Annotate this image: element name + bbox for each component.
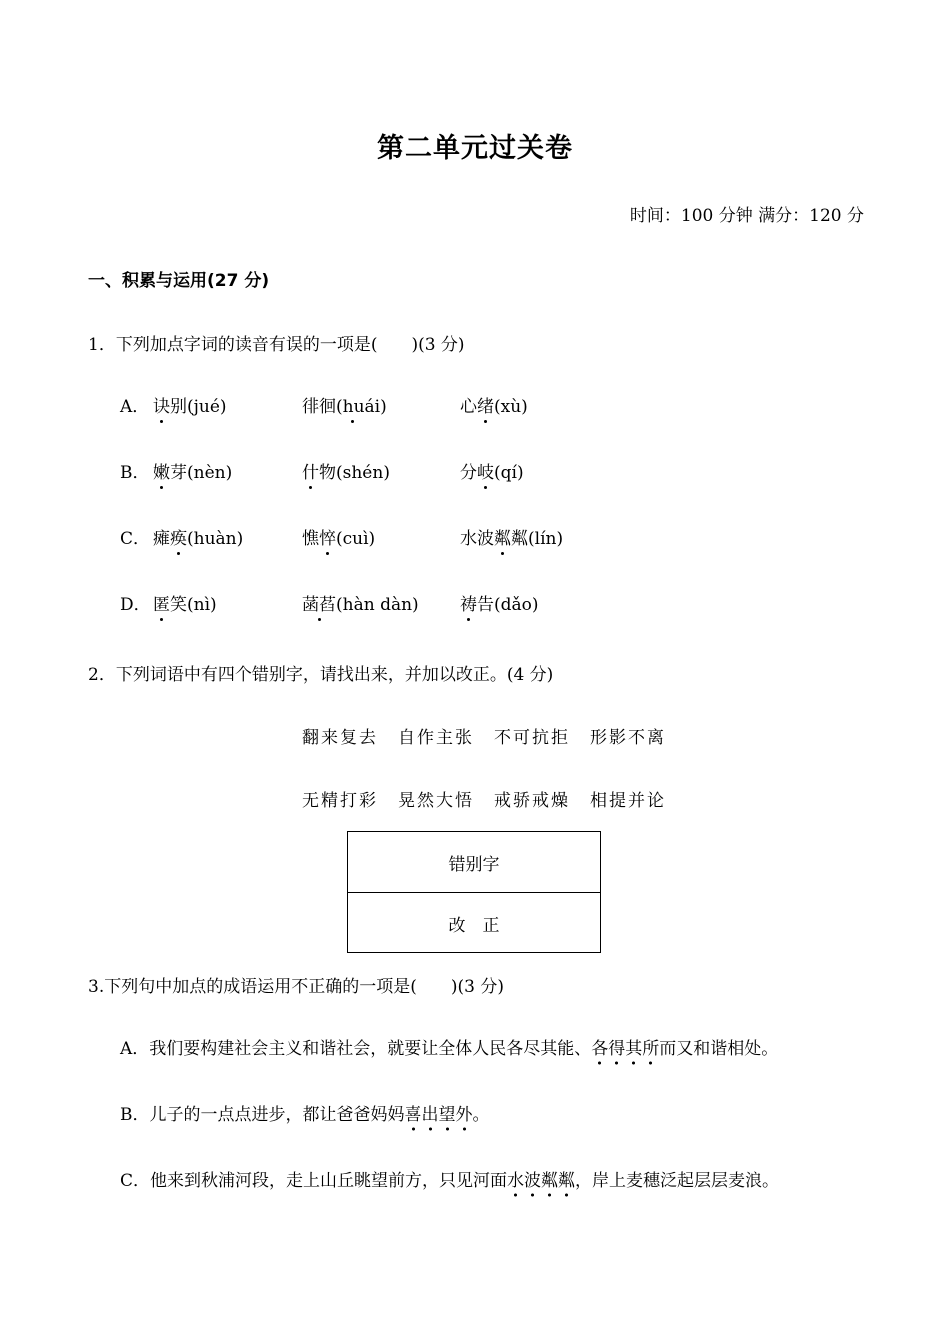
word-row-2 <box>302 786 686 811</box>
word: 晃然大悟 <box>398 791 474 811</box>
q3-option-a: A．我们要构建社会主义和谐社会，就要让全体人民各尽其能、各得其所而又和谐相处。 <box>120 1034 778 1059</box>
q3-option-c: C．他来到秋浦河段，走上山丘眺望前方，只见河面水波粼粼，岸上麦穗泛起层层麦浪。 <box>120 1166 779 1191</box>
q1-b-item-3: 分岐(qí) <box>460 463 524 483</box>
question-1-stem: 1．下列加点字词的读音有误的一项是( )(3 分) <box>88 335 465 355</box>
q1-d-item-1: 匿笑(nì) <box>153 595 217 615</box>
q1-option-d <box>120 590 151 615</box>
word: 戒骄戒燥 <box>494 791 570 811</box>
idiom: 各得其所 <box>591 1039 659 1065</box>
question-2-stem: 2．下列词语中有四个错别字，请找出来，并加以改正。(4 分) <box>88 665 554 685</box>
q1-option-c <box>120 524 150 549</box>
word: 翻来复去 <box>302 728 378 748</box>
option-label: B． <box>120 463 150 483</box>
q1-b-item-1: 嫩芽(nèn) <box>153 463 233 483</box>
word: 不可抗拒 <box>494 728 570 748</box>
option-label: A． <box>120 397 150 417</box>
word-row-1 <box>302 723 686 748</box>
q1-a-item-3: 心绪(xù) <box>460 397 528 417</box>
exam-meta: 时间：100 分钟 满分：120 分 <box>629 206 864 226</box>
word: 相提并论 <box>590 791 666 811</box>
table-row-correction: 改 正 <box>348 892 600 953</box>
answer-table <box>347 831 601 953</box>
section-heading: 一、积累与运用(27 分) <box>88 271 270 291</box>
question-3-stem: 3.下列句中加点的成语运用不正确的一项是( )(3 分) <box>88 977 504 997</box>
option-label: D． <box>120 595 151 615</box>
q1-c-item-2: 憔悴(cuì) <box>302 529 376 549</box>
q1-c-item-1: 瘫痪(huàn) <box>153 529 244 549</box>
q1-d-item-2: 菡萏(hàn dàn) <box>302 595 419 615</box>
page-title: 第二单元过关卷 <box>377 133 573 164</box>
q1-option-b <box>120 458 150 483</box>
word: 自作主张 <box>398 728 474 748</box>
idiom: 喜出望外 <box>405 1105 473 1131</box>
q1-a-item-2: 徘徊(huái) <box>302 397 387 417</box>
word: 形影不离 <box>590 728 666 748</box>
option-label: C． <box>120 529 151 549</box>
q1-c-item-3: 水波粼粼(lín) <box>460 529 564 549</box>
idiom: 水波粼粼 <box>507 1171 575 1197</box>
q1-b-item-2: 什物(shén) <box>302 463 390 483</box>
q3-option-b: B．儿子的一点点进步，都让爸爸妈妈喜出望外。 <box>120 1100 490 1125</box>
table-row-typo: 错别字 <box>448 854 500 875</box>
q1-a-item-1: 诀别(jué) <box>153 397 227 417</box>
q1-d-item-3: 祷告(dǎo) <box>460 595 539 615</box>
q1-option-a <box>120 392 149 417</box>
word: 无精打彩 <box>302 791 378 811</box>
